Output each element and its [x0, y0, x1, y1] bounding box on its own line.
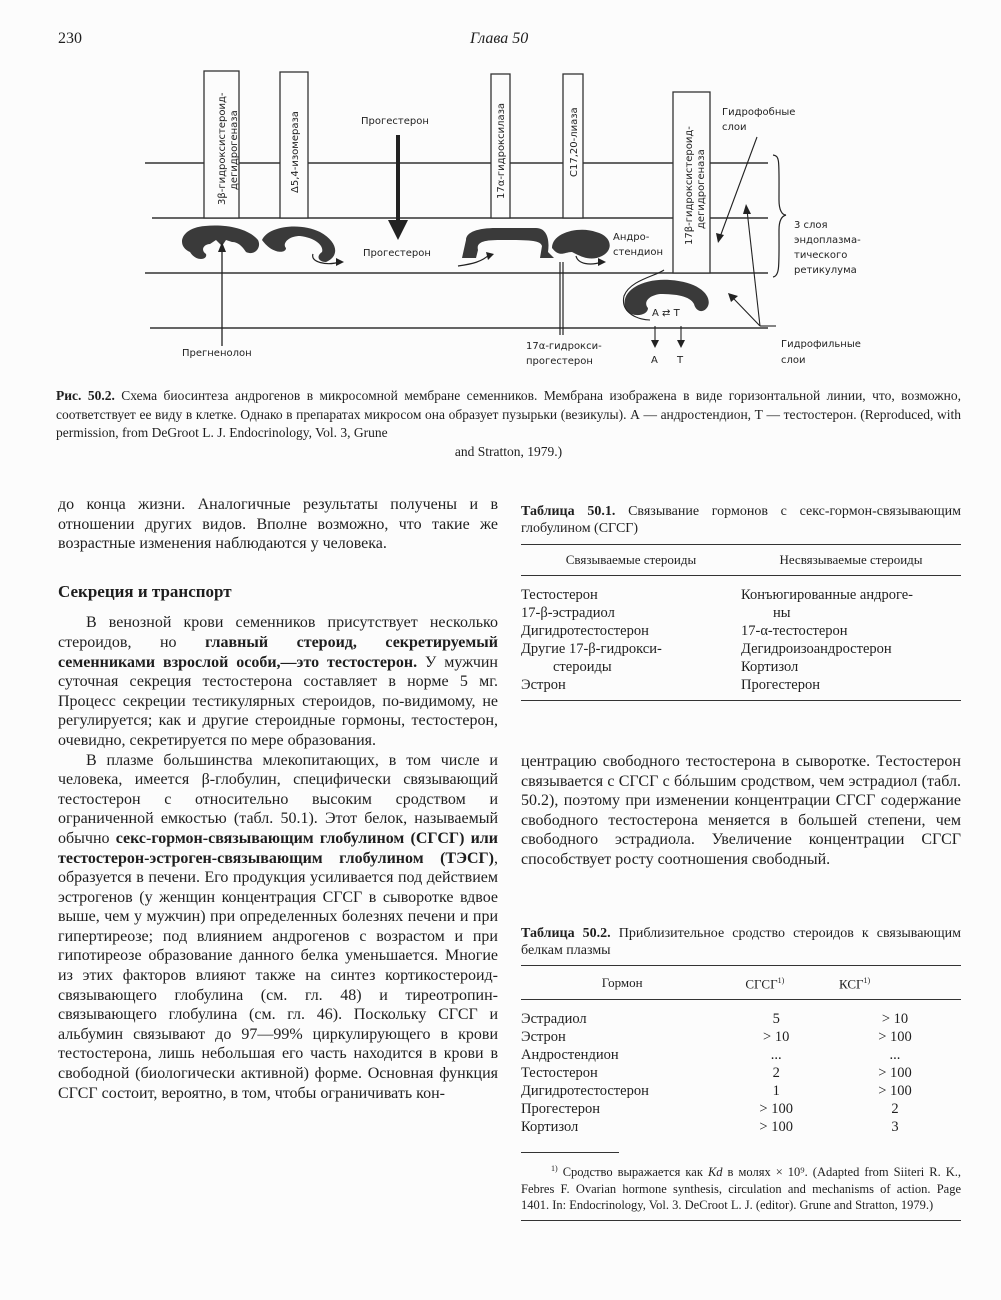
- table-row: Тестостерон 2 > 100: [521, 1065, 912, 1082]
- paragraph-plasma: В плазме большинства млекопитающих, в том числе и человека, имеется β-глобулин, специфически связывающий тестостерон с относительно высоким сродством и ограниченной емкостью (табл. 50.1). Этот белок, называемый обычно секс-гормон-связывающим глобулином (СГСГ) или тестостерон-эстроген-связывающим глобулином (ТЭСГ), образуется в печени. Его продукция усиливается под действием эстрогенов (у женщин концентрация СГСГ в сыворотке вдвое выше, чем у мужчин) при определенных болезнях печени и при гипертиреозе; под влиянием андрогенов с возрастом и при гипотиреозе образование данного белка уменьшается. Многие из этих факторов влияют также на синтез кортикостероид-связывающего глобулина (см. гл. 48) и тиреотропин-связывающего глобулина (см. гл. 46). Поскольку СГСГ и альбумин связывают до 97—99% циркулирующего в крови тестостерона, лишь небольшая его часть находится в крови в свободной (биологически активной) форме. Основная функция СГСГ состоит, вероятно, в том, чтобы ограничивать кон-: [58, 751, 499, 1102]
- label-hydroxyprogesterone: 17α-гидрокси-: [526, 341, 602, 352]
- section-title: Секреция и транспорт: [58, 581, 232, 601]
- label-er: эндоплазма-: [794, 235, 861, 246]
- enzyme-label: дегидрогеназа: [696, 149, 707, 229]
- enzyme-shape-4: [552, 230, 610, 259]
- table-row: Эстрон Прогестерон: [521, 677, 820, 693]
- table-row: Эстрон > 10 > 100: [521, 1029, 912, 1046]
- enzyme-label: C17,20-лиаза: [569, 107, 580, 177]
- paragraph-secretion: В венозной крови семенников присутствует несколько стероидов, но главный стероид, секретируемый семенниками взрослой особи,—это тестостерон. У мужчин суточная секреция тестостерона составляет в норме 5 мг. Процесс секреции тестикулярных стероидов, по-видимому, не регулируется; как и другие стероидные гормоны, тестостерон, очевидно, секретируется по мере образования.: [58, 614, 499, 749]
- label-hydrophilic: слои: [781, 355, 806, 366]
- table-caption: Таблица 50.2. Приблизительное сродство стероидов к связывающим белкам плазмы: [521, 926, 961, 958]
- label-hydrophobic: Гидрофобные: [722, 107, 796, 118]
- page-number: 230: [58, 30, 82, 47]
- left-column: [58, 495, 498, 1103]
- table-caption: Таблица 50.1. Связывание гормонов с секс-гормон-связывающим глобулином (СГСГ): [521, 504, 961, 536]
- column-header: Связываемые стероиды: [521, 545, 741, 576]
- label-androstenedione: Андро-: [613, 232, 650, 243]
- table-row: Тестостерон Конъюгированные андроге-: [521, 587, 914, 603]
- figure-androgen-biosynthesis-diagram: [0, 60, 1001, 380]
- label-a-out: A: [651, 355, 658, 366]
- caption-last-line: and Stratton, 1979.): [454, 443, 563, 459]
- table-row: Дигидротестостерон 1 > 100: [521, 1083, 912, 1100]
- column-header: Несвязываемые стероиды: [741, 545, 961, 576]
- enzyme-label: 3β-гидроксистероид-: [217, 92, 228, 205]
- label-progesterone-mid: Прогестерон: [363, 248, 431, 259]
- column-header: СГСГ$^{1)}$: [723, 966, 829, 1000]
- caption-label: Рис. 50.2.: [56, 388, 115, 403]
- footnote-rule: [521, 1152, 619, 1153]
- enzyme-label: дегидрогеназа: [229, 110, 240, 190]
- label-hydrophilic: Гидрофильные: [781, 339, 861, 350]
- column-header: КСГ$^{1)}$: [829, 966, 961, 1000]
- label-er: тического: [794, 250, 848, 261]
- table-row: Кортизол > 100 3: [521, 1119, 899, 1136]
- label-er: ретикулума: [794, 265, 857, 276]
- bold-phrase: главный стероид, секретируемый семенниками взрослой особи,—это тестостерон.: [58, 633, 499, 671]
- figure-caption: [56, 387, 961, 461]
- label-hydrophobic: слои: [722, 122, 747, 133]
- bold-phrase: секс-гормон-связывающим глобулином (СГСГ) или тестостерон-эстроген-связывающим глобулином (ТЭСГ): [58, 829, 499, 867]
- table-row: 17-β-эстрадиол ны: [521, 605, 791, 621]
- table-row: Андростендион ... ...: [521, 1047, 901, 1064]
- label-er: 3 слоя: [794, 220, 828, 231]
- label-hydroxyprogesterone: прогестерон: [526, 356, 593, 367]
- label-t-out: T: [677, 355, 684, 366]
- column-header: Гормон: [521, 966, 723, 1000]
- enzyme-shape-2: [262, 226, 335, 262]
- table-row: Другие 17-β-гидрокси- Дегидроизоандростерон: [521, 641, 892, 657]
- table-50-2-block: [521, 925, 961, 1221]
- running-head: Глава 50: [470, 30, 529, 47]
- table-row: Дигидротестостерон 17-α-тестостерон: [521, 623, 848, 639]
- right-column-paragraph: центрацию свободного тестостерона в сыворотке. Тестостерон связывается с СГСГ с бóльшим сродством, чем эстрадиол (табл. 50.2), поэтому при изменении концентрации СГСГ содержание свободного тестостерона меняется в большей степени, чем свободного эстрадиола. Увеличение концентрации СГСГ способствует росту соотношения свободный.: [521, 753, 961, 868]
- label-pregnenolone: Прегненолон: [182, 348, 252, 359]
- label-progesterone-top: Прогестерон: [361, 116, 429, 127]
- caption-text: Схема биосинтеза андрогенов в микросомной мембране семенников. Мембрана изображена в виде горизонтальной линии, что, возможно, соответствует ее виду в клетке. Однако в препаратах микросом она образует пузырьки (везикулы). А — андростендион, Т — тестостерон. (Reproduced, with permission, from DeGroot L. J. Endocrinology, Vol. 3, Grune: [56, 388, 961, 440]
- table-row: Эстрадиол 5 > 10: [521, 1011, 909, 1028]
- table-50-1-block: [521, 503, 961, 701]
- table-50-1: [521, 544, 961, 701]
- table-footnote: $^{1)}$ Сродство выражается как Kd в молях × 10⁹. (Adapted from Siiteri R. K., Febres F. Ovarian hormone synthesis, circulation and mechanisms of action. Page 1401. In: Endocrinology, Vol. 3. DeCroot L. J. (editor). Grune and Stratton, 1979.): [521, 1161, 961, 1221]
- paragraph-continued: до конца жизни. Аналогичные результаты получены и в отношении других видов. Вполне возможно, что такие же возрастные изменения наблюдаются у человека.: [58, 496, 498, 553]
- enzyme-shape-1: [182, 226, 259, 259]
- table-row: стероиды Кортизол: [553, 659, 799, 675]
- label-androstenedione: стендион: [613, 247, 664, 258]
- enzyme-label: 17β-гидроксистероид-: [684, 126, 695, 245]
- table-row: Прогестерон > 100 2: [521, 1101, 899, 1118]
- label-a-t-equilibrium: A ⇄ T: [652, 308, 680, 319]
- enzyme-label: Δ5,4-изомераза: [290, 111, 301, 193]
- enzyme-label: 17α-гидроксилаза: [496, 102, 507, 199]
- table-50-2: [521, 965, 961, 1142]
- enzyme-shape-3: [462, 228, 554, 258]
